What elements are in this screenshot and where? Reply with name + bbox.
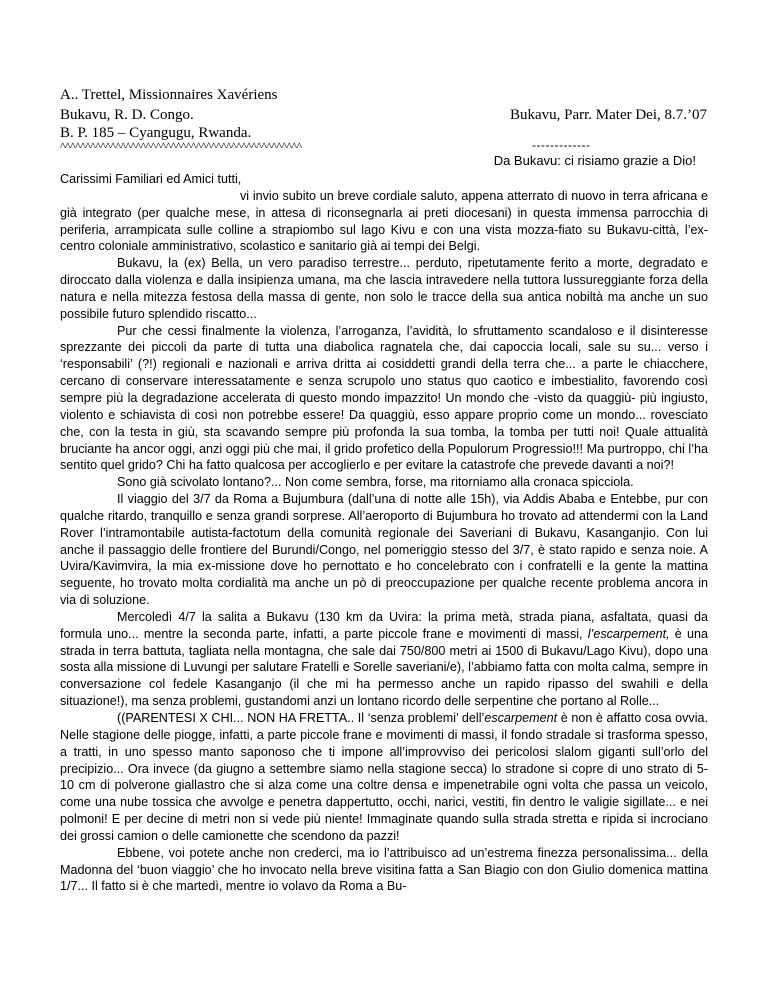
place-date: Bukavu, Parr. Mater Dei, 8.7.’07 bbox=[509, 107, 707, 123]
paragraph-7-start: ((PARENTESI X CHI... NON HA FRETTA.. Il ‘senza problemi’ dell’ bbox=[117, 711, 485, 725]
paragraph-7-emphasis: escarpement bbox=[484, 711, 558, 725]
paragraph-5: Il viaggio del 3/7 da Roma a Bujumbura (dall’una di notte alle 15h), via Addis Ababa e Entebbe, pur con qualche ritardo, tranquillo e senza grandi sorprese. All’aeroporto di Bujumbura ho trovato ad attendermi con la Land Rover l’intramontabile autista-factotum della comunità regionale dei Saveriani di Bukavu, Kasanganjio. Con lui anche il passaggio delle frontiere del Burundi/Congo, nel pomeriggio stesso del 3/7, è stato rapido e senza noie. A Uvira/Kavimvira, la mia ex-missione dove ho pernottato e ho concelebrato con i confratelli e la gente la mattina seguente, ho trovato molta cordialità ma anche un pò di preoccupazione per qualche recente problema ancora in via di soluzione. bbox=[60, 492, 708, 608]
paragraph-8: Ebbene, voi potete anche non crederci, ma io l’attribuisco ad un’estrema finezza personalissima... della Madonna del ‘buon viaggio’ che ho invocato nella breve visitina fatta a San Biagio con don Giulio domenica mattina 1/7... Il fatto si è che martedì, mentre io volavo da Roma a Bu- bbox=[60, 845, 708, 894]
paragraph-1: vi invio subito un breve cordiale saluto, appena atterrato di nuovo in terra africana e già integrato (per qualche mese, in attesa di riconsegnarla ai preti diocesani) in questa immensa parrocchia di periferia, arrampicata sulle colline a strapiombo sul lago Kivu e con una vista mozza-fiato su Bukavu-città, l’ex-centro coloniale amministrativo, scolastico e sanitario già ai tempi dei Belgi. bbox=[60, 188, 708, 254]
paragraph-2: Bukavu, la (ex) Bella, un vero paradiso terrestre... perduto, ripetutamente ferito a morte, degradato e diroccato dalla violenza e dalla insipienza umana, ma che lascia intravedere nella tuttora lussureggiante forza della natura e nella mitezza festosa della massa di gente, non solo le tracce della sua antica nobiltà ma anche un suo possibile futuro splendido riscatto... bbox=[60, 256, 708, 321]
paragraph-3: Pur che cessi finalmente la violenza, l’arroganza, l’avidità, lo sfruttamento scandaloso e il disinteresse sprezzante dei piccoli da parte di tutta una diabolica ragnatela che, dai capoccia locali, sale su su... verso i ‘responsabili’ (?!) regionali e nazionali e arriva dritta ai cosiddetti grandi della terra che... a parte le chiacchere, cercano di conservare interessatamente e senza scrupolo uno status quo caotico e imbestialito, favorendo così sempre più la degradazione accelerata di questo mondo impazzito! Un mondo che -visto da quaggiù- più ingiusto, violento e schiavista di così non potrebbe essere! Da quaggiù, esso appare proprio come un mondo... rovesciato che, con la testa in giù, sta scavando sempre più profonda la sua tomba, la tomba per tutti noi! Quale attualità bruciante ha ancor oggi, anzi oggi più che mai, il grido profetico della Populorum Progressio!!! Ma purtroppo, chi l’ha sentito quel grido? Chi ha fatto qualcosa per accoglierlo e per evitare la catastrofe che prevede davanti a noi?! bbox=[60, 323, 708, 473]
letter-subtitle: Da Bukavu: ci risiamo grazie a Dio! bbox=[493, 153, 696, 168]
salutation: Carissimi Familiari ed Amici tutti, bbox=[60, 172, 242, 186]
paragraph-4: Sono già scivolato lontano?... Non come sembra, forse, ma ritorniamo alla cronaca spicciola. bbox=[117, 475, 634, 490]
paragraph-7-end: è non è affatto cosa ovvia. Nelle stagione delle piogge, infatti, a parte piccole frane e movimenti di massi, il fondo stradale si trasforma spesso, a tratti, in uno spesso manto saponoso che ti impone all’improvviso dei pericolosi slalom giganti sull’orlo del precipizio... Ora invece (da giugno a settembre siamo nella stagione secca) lo stradone si copre di uno strato di 5-10 cm di polverone giallastro che si alza come una coltre densa e impenetrabile ogni volta che passa un veicolo, come una nube tossica che avvolge e penetra dappertutto, occhi, narici, vestiti, fin dentro le valigie sigillate... e nei polmoni! E per decine di metri non si vede più niente! Immaginate quando sulla strada stretta e ripida si incrociano dei grossi camion o delle camionette che scendono da pazzi! bbox=[60, 711, 708, 843]
dash-rule: ------------- bbox=[532, 138, 591, 152]
paragraph-7 bbox=[60, 710, 708, 845]
sender-line-1: A.. Trettel, Missionnaires Xavériens bbox=[60, 87, 278, 103]
sender-line-3: B. P. 185 – Cyangugu, Rwanda. bbox=[60, 125, 252, 141]
paragraph-6-start: Mercoledì 4/7 la salita a Bukavu (130 km da Uvira: la prima metà, strada piana, asfaltata, quasi da formula uno... mentre la seconda parte, infatti, a parte piccole frane e movimenti di massi, bbox=[60, 609, 708, 641]
paragraph-6-emphasis: l’escarpement, bbox=[587, 626, 670, 641]
paragraph-6 bbox=[60, 609, 708, 710]
caret-rule: ^^^^^^^^^^^^^^^^^^^^^^^^^^^^^^^^^^^^^^^^^^^^^^^^ bbox=[60, 139, 302, 153]
letter-body bbox=[60, 171, 708, 895]
paragraph-6-end: è una strada in terra battuta, tagliata nella montagna, che sale dai 750/800 metri ai 1500 di Bukavu/Lago Kivu), dopo una sosta alla missione di Luvungi per salutare Fratelli e Sorelle saveriani/e), l’abbiamo fatta con molta calma, sempre in conversazione col fedele Kasanganjo (il che mi ha permesso anche un rapido ripasso del swahili e della situazione!), ma senza problemi, gustandomi anzi un lontano ricordo delle serpentine che portano al Rolle... bbox=[60, 626, 708, 709]
sender-line-2: Bukavu, R. D. Congo. bbox=[60, 107, 194, 123]
